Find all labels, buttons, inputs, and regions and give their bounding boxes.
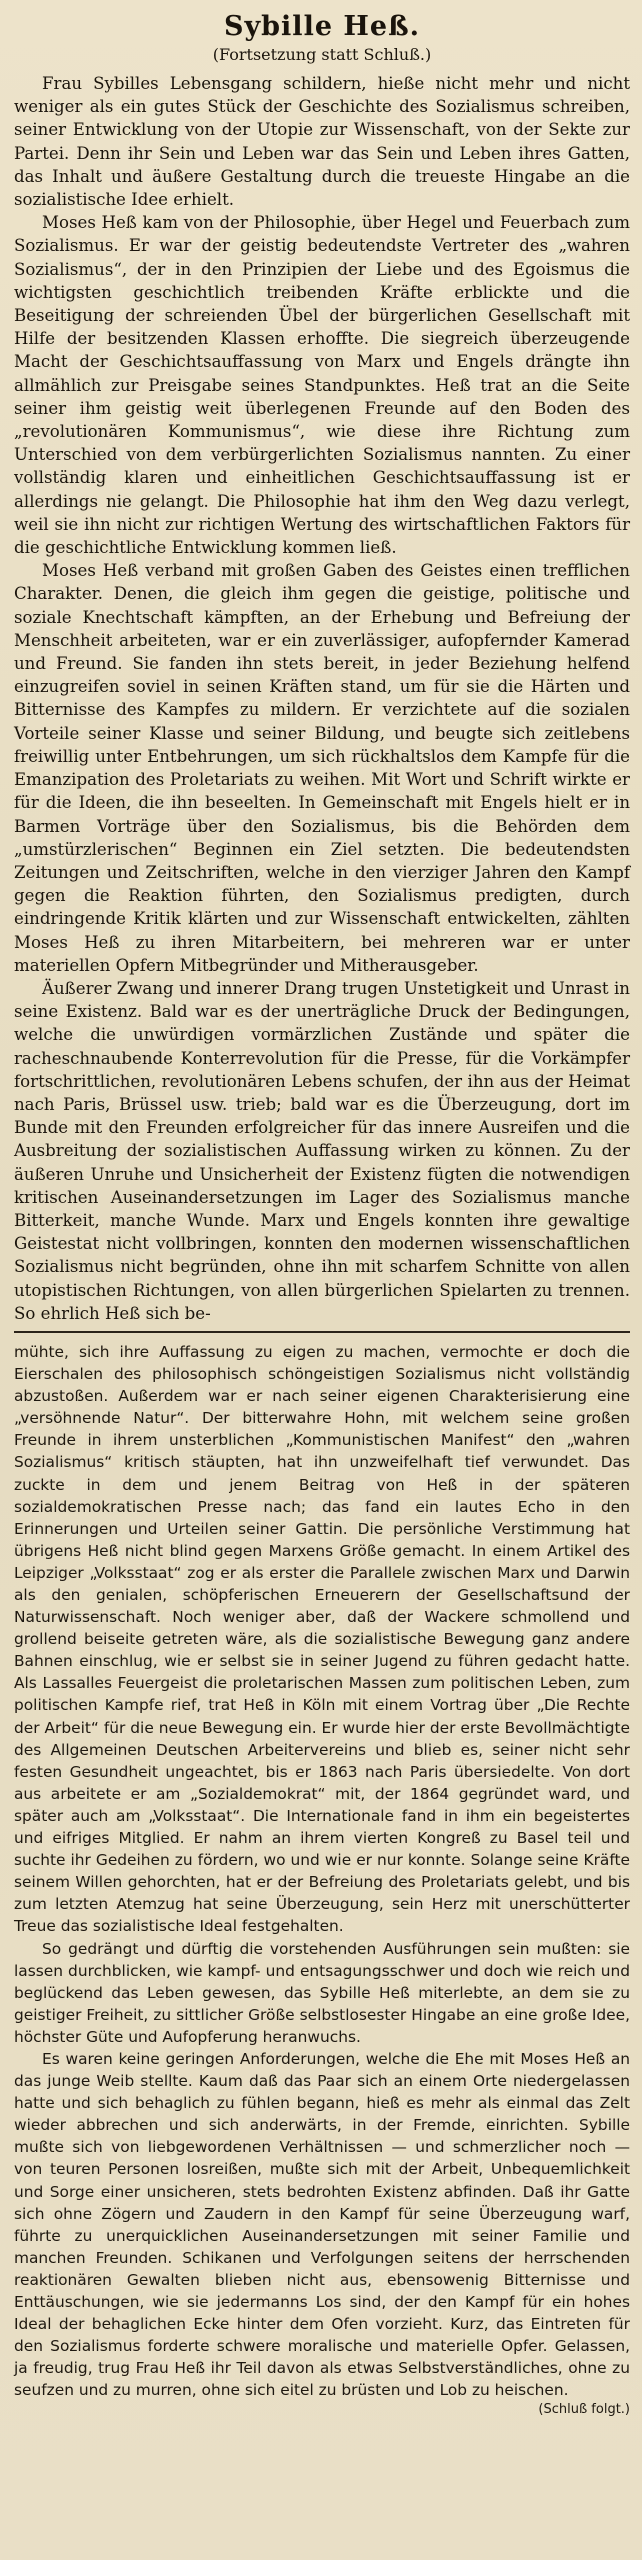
article-section-2: [14, 1341, 630, 2422]
article-subtitle: (Fortsetzung statt Schluß.): [212, 45, 432, 64]
continuation-note: (Schluß folgt.): [538, 2402, 630, 2418]
paragraph: Äußerer Zwang und innerer Drang trugen Unstetigkeit und Unrast in seine Existenz. Bald war es der unerträgliche Druck der Bedingungen, welche die unwürdigen vormärzlichen Zustände und später die racheschnaubende Konterrevolution für die Presse, für die Vorkämpfer fortschrittlichen, revolutionären Lebens schufen, der ihn aus der Heimat nach Paris, Brüssel usw. trieb; bald war es die Überzeugung, dort im Bunde mit den Freunden erfolgreicher für das innere Ausreifen und die Ausbreitung der sozialistischen Auffassung wirken zu können. Zu der äußeren Unruhe und Unsicherheit der Existenz fügten die notwendigen kritischen Auseinandersetzungen im Lager des Sozialismus manche Bitterkeit, manche Wunde. Marx und Engels konnten ihre gewaltige Geistestat nicht vollbringen, konnten den modernen wissenschaftlichen Sozialismus nicht begründen, ohne ihn mit scharfem Schnitte von allen utopistischen Richtungen, von allen bürgerlichen Spielarten zu trennen. So ehrlich Heß sich be-: [14, 978, 630, 1323]
paragraph: Frau Sybilles Lebensgang schildern, hieße nicht mehr und nicht weniger als ein gutes Stück der Geschichte des Sozialismus schreiben, seiner Entwicklung von der Utopie zur Wissenschaft, von der Sekte zur Partei. Denn ihr Sein und Leben war das Sein und Leben ihres Gatten, das Inhalt und äußere Gestaltung durch die treueste Hingabe an die sozialistische Idee erhielt.: [14, 74, 630, 210]
paragraph: Es waren keine geringen Anforderungen, welche die Ehe mit Moses Heß an das junge Weib stellte. Kaum daß das Paar sich an einem Orte niedergelassen hatte und sich behaglich zu fühlen begann, hieß es mehr als einmal das Zelt wieder abbrechen und sich anderwärts, in der Fremde, einrichten. Sybille mußte sich von liebgewordenen Verhältnissen — und schmerzlicher noch — von teuren Personen losreißen, mußte sich mit der Arbeit, Unbequemlichkeit und Sorge einer unsicheren, stets bedrohten Existenz abfinden. Daß ihr Gatte sich ohne Zögern und Zaudern in den Kampf für seine Überzeugung warf, führte zu unerquicklichen Auseinandersetzungen mit seiner Familie und manchen Freunden. Schikanen und Verfolgungen seitens der herrschenden reaktionären Gewalten blieben nicht aus, ebensowenig Bitternisse und Enttäuschungen, wie sie jedermanns Los sind, der den Kampf für ein hohes Ideal der behaglichen Ecke hinter dem Ofen vorzieht. Kurz, das Eintreten für den Sozialismus forderte schwere moralische und materielle Opfer. Gelassen, ja freudig, trug Frau Heß ihr Teil davon als etwas Selbstverständliches, ohne zu seufzen und zu murren, ohne sich eitel zu brüsten und Lob zu heischen.: [14, 2049, 630, 2400]
paragraph: So gedrängt und dürftig die vorstehenden Ausführungen sein mußten: sie lassen durchblicken, wie kampf- und entsagungsschwer und doch wie reich und beglückend das Leben gewesen, das Sybille Heß miterlebte, an dem sie zu geistiger Freiheit, zu sittlicher Größe selbstlosester Hingabe an eine große Idee, höchster Güte und Aufopferung heranwuchs.: [14, 1939, 630, 2046]
article-title: Sybille Heß.: [223, 11, 421, 42]
paragraph: Moses Heß kam von der Philosophie, über Hegel und Feuerbach zum Sozialismus. Er war der geistig bedeutendste Vertreter des „wahren Sozialismus“, der in den Prinzipien der Liebe und des Egoismus die wichtigsten geschichtlich treibenden Kräfte erblickte und die Beseitigung der schreienden Übel der bürgerlichen Gesellschaft mit Hilfe der besitzenden Klassen erhoffte. Die siegreich überzeugende Macht der Geschichtsauffassung von Marx und Engels drängte ihn allmählich zur Preisgabe seines Standpunktes. Heß trat an die Seite seiner ihm geistig weit überlegenen Freunde auf den Boden des „revolutionären Kommunismus“, wie diese ihre Richtung zum Unterschied von dem verbürgerlichten Sozialismus nannten. Zu einer vollständig klaren und einheitlichen Geschichtsauffassung ist er allerdings nie gelangt. Die Philosophie hat ihm den Weg dazu verlegt, weil sie ihn nicht zur richtigen Wertung des wirtschaftlichen Faktors für die geschichtliche Entwicklung kommen ließ.: [14, 213, 630, 558]
paragraph-continued: mühte, sich ihre Auffassung zu eigen zu machen, vermochte er doch die Eierschalen des philosophisch schöngeistigen Sozialismus nicht vollständig abzustoßen. Außerdem war er nach seiner eigenen Charakterisierung eine „versöhnende Natur“. Der bitterwahre Hohn, mit welchem seine großen Freunde in ihrem unsterblichen „Kommunistischen Manifest“ den „wahren Sozialismus“ kritisch stäupten, hat ihn unzweifelhaft tief verwundet. Das zuckte in dem und jenem Beitrag von Heß in der späteren sozialdemokratischen Presse nach; das fand ein lautes Echo in den Erinnerungen und Urteilen seiner Gattin. Die persönliche Verstimmung hat übrigens Heß nicht blind gegen Marxens Größe gemacht. In einem Artikel des Leipziger „Volksstaat“ zog er als erster die Parallele zwischen Marx und Darwin als den genialen, schöpferischen Erneuerern der Gesellschaftsund der Naturwissenschaft. Noch weniger aber, daß der Wackere schmollend und grollend beiseite getreten wäre, als die sozialistische Bewegung ganz andere Bahnen einschlug, wie er selbst sie in seiner Jugend zu führen gedacht hatte. Als Lassalles Feuergeist die proletarischen Massen zum politischen Leben, zum politischen Kampfe rief, trat Heß in Köln mit einem Vortrag über „Die Rechte der Arbeit“ für die neue Bewegung ein. Er wurde hier der erste Bevollmächtigte des Allgemeinen Deutschen Arbeitervereins und blieb es, seiner nicht sehr festen Gesundheit ungeachtet, bis er 1863 nach Paris übersiedelte. Von dort aus arbeitete er am „Sozialdemokrat“ mit, der 1864 gegründet ward, und später auch am „Volksstaat“. Die Internationale fand in ihm ein begeistertes und eifriges Mitglied. Er nahm an ihrem vierten Kongreß zu Basel teil und suchte ihr Gedeihen zu fördern, wo und wie er nur konnte. Solange seine Kräfte seinem Willen gehorchten, hat er der Befreiung des Proletariats gelebt, und bis zum letzten Atemzug hat seine Überzeugung, sein Herz mit unerschütterter Treue das sozialistische Ideal festgehalten.: [14, 1342, 630, 1936]
column-divider: [14, 1331, 630, 1333]
article-section-1: [14, 72, 630, 1325]
paragraph: Moses Heß verband mit großen Gaben des Geistes einen trefflichen Charakter. Denen, die gleich ihm gegen die geistige, politische und soziale Knechtschaft kämpften, an der Erhebung und Befreiung der Menschheit arbeiteten, war er ein zuverlässiger, aufopfernder Kamerad und Freund. Sie fanden ihn stets bereit, in jeder Beziehung helfend einzugreifen soviel in seinen Kräften stand, um für sie die Härten und Bitternisse des Kampfes zu mildern. Er verzichtete auf die sozialen Vorteile seiner Klasse und seiner Bildung, und beugte sich zeitlebens freiwillig unter Entbehrungen, um sich rückhaltslos dem Kampfe für die Emanzipation des Proletariats zu weihen. Mit Wort und Schrift wirkte er für die Ideen, die ihn beseelten. In Gemeinschaft mit Engels hielt er in Barmen Vorträge über den Sozialismus, bis die Behörden dem „umstürzlerischen“ Beginnen ein Ziel setzten. Die bedeutendsten Zeitungen und Zeitschriften, welche in den vierziger Jahren den Kampf gegen die Reaktion führten, den Sozialismus predigten, durch eindringende Kritik klärten und zur Wissenschaft entwickelten, zählten Moses Heß zu ihren Mitarbeitern, bei mehreren war er unter materiellen Opfern Mitbegründer und Mitherausgeber.: [14, 561, 630, 975]
